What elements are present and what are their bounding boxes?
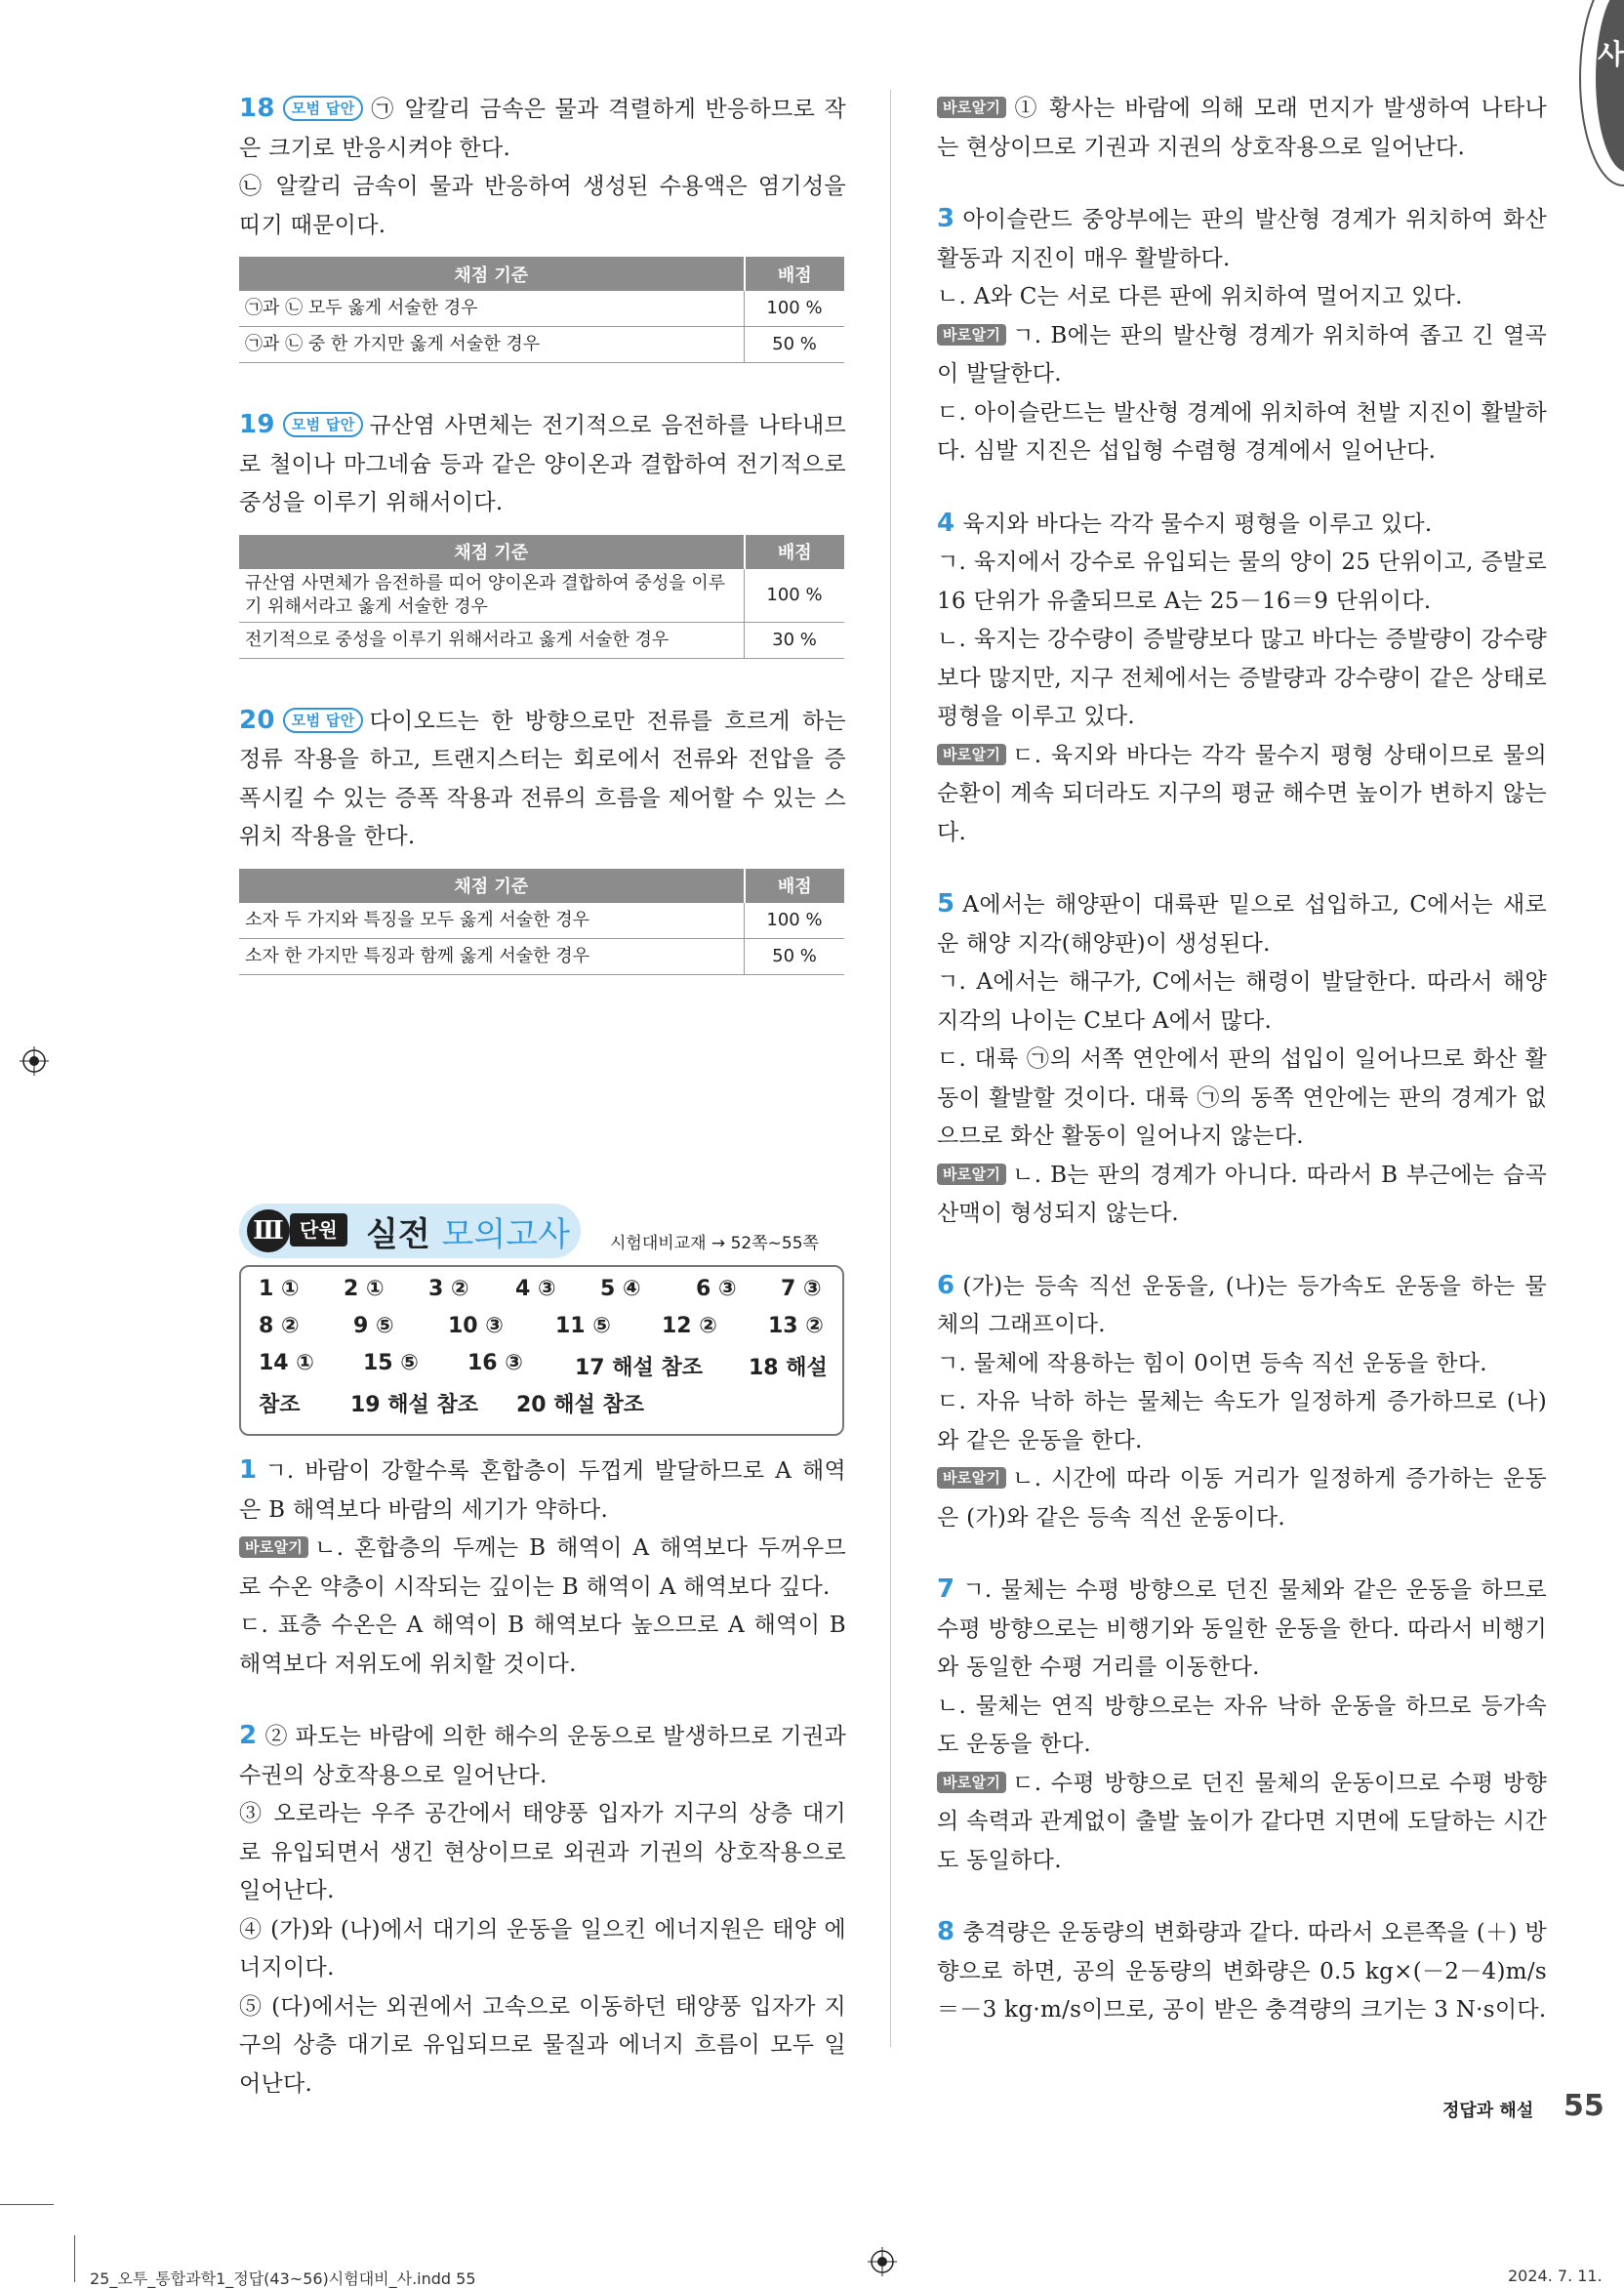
registration-mark-icon xyxy=(20,1046,49,1076)
question-number: 4 xyxy=(937,508,955,538)
score-cell: 100 % xyxy=(745,569,845,623)
answer-7 xyxy=(937,1571,1547,1880)
answer-text: ㄱ. B에는 판의 발산형 경계가 위치하여 좁고 긴 열곡이 발달한다. xyxy=(937,322,1547,387)
score-header: 배점 xyxy=(745,535,845,569)
answer-text: ① 황사는 바람에 의해 모래 먼지가 발생하여 나타나는 현상이므로 기권과 지권의 상호작용으로 일어난다. xyxy=(937,96,1547,160)
answer-key-item: 6 ③ xyxy=(696,1277,737,1301)
answer-key-item: 14 ① xyxy=(259,1351,314,1375)
question-number: 19 xyxy=(239,410,275,439)
score-header: 배점 xyxy=(745,257,845,291)
table-row xyxy=(239,622,844,658)
answer-text: 충격량은 운동량의 변화량과 같다. 따라서 오른쪽을 (＋) 방향으로 하면, 공의 운동량의 변화량은 0.5 kg×(－2－4)m/s ＝－3 kg·m/s이므로, 공이 받은 충격량의 크기는 3 N·s이다. xyxy=(937,1920,1547,2023)
answer-text: ㄱ. A에서는 해구가, C에서는 해령이 발달한다. 따라서 해양 지각의 나이는 C보다 A에서 많다. xyxy=(937,969,1547,1034)
answer-text: ㄷ. 아이슬란드는 발산형 경계에 위치하여 천발 지진이 활발하다. 심발 지진은 섭입형 수렴형 경계에서 일어난다. xyxy=(937,399,1547,464)
answer-8 xyxy=(937,1913,1547,2030)
answer-4 xyxy=(937,505,1547,853)
answer-18 xyxy=(239,90,846,363)
criteria-cell: 소자 한 가지만 특징과 함께 옳게 서술한 경우 xyxy=(239,938,745,974)
scoring-table xyxy=(239,257,844,363)
answer-3 xyxy=(937,200,1547,471)
answer-key-item: 7 ③ xyxy=(781,1277,822,1301)
criteria-header: 채점 기준 xyxy=(239,869,745,903)
answer-key-item: 13 ② xyxy=(768,1314,824,1338)
registration-mark-icon xyxy=(868,2247,897,2276)
correct-understanding-badge: 바로알기 xyxy=(937,1164,1006,1185)
crop-mark xyxy=(0,2204,54,2205)
table-row xyxy=(239,327,844,363)
answer-text: ㄷ. 수평 방향으로 던진 물체의 운동이므로 수평 방향의 속력과 관계없이 출발 높이가 같다면 지면에 도달하는 시간도 동일하다. xyxy=(937,1770,1547,1873)
criteria-header: 채점 기준 xyxy=(239,535,745,569)
answer-text: ④ (가)와 (나)에서 대기의 운동을 일으킨 에너지원은 태양 에너지이다. xyxy=(239,1916,846,1981)
file-slug: 25_오투_통합과학1_정답(43~56)시험대비_사.indd 55 xyxy=(90,2269,476,2288)
answer-text: ㄴ. 시간에 따라 이동 거리가 일정하게 증가하는 운동은 (가)와 같은 등속 직선 운동이다. xyxy=(937,1466,1547,1531)
answer-text: ㄷ. 대륙 ㉠의 서쪽 연안에서 판의 섭입이 일어나므로 화산 활동이 활발할 것이다. 대륙 ㉠의 동쪽 연안에는 판의 경계가 없으므로 화산 활동이 일어나지 않는다. xyxy=(937,1046,1547,1149)
model-answer-badge: 모범 답안 xyxy=(283,96,364,121)
question-number: 7 xyxy=(937,1574,955,1604)
question-number: 2 xyxy=(239,1721,258,1750)
section-tab xyxy=(1576,0,1624,185)
answer-key-item: 19 해설 참조 xyxy=(350,1393,478,1417)
answer-key-box xyxy=(239,1265,844,1436)
print-date: 2024. 7. 11. xyxy=(1508,2267,1603,2285)
answer-key-item: 4 ③ xyxy=(515,1277,556,1301)
question-number: 1 xyxy=(239,1455,258,1485)
score-cell: 50 % xyxy=(745,938,845,974)
answer-text: ㄱ. 바람이 강할수록 혼합층이 두껍게 발달하므로 A 해역은 B 해역보다 바람의 세기가 약하다. xyxy=(239,1458,846,1523)
score-cell: 50 % xyxy=(745,327,845,363)
left-column-lower xyxy=(239,1451,846,2104)
answer-text: ② 파도는 바람에 의한 해수의 운동으로 발생하므로 기권과 수권의 상호작용으로 일어난다. xyxy=(239,1724,846,1788)
page-number: 55 xyxy=(1563,2089,1604,2123)
criteria-header: 채점 기준 xyxy=(239,257,745,291)
column-divider xyxy=(890,90,891,2047)
question-number: 6 xyxy=(937,1270,955,1300)
answer-5 xyxy=(937,885,1547,1234)
answer-key-item: 8 ② xyxy=(259,1314,300,1338)
answer-text: ㄴ. 혼합층의 두께는 B 해역이 A 해역보다 두꺼우므로 수온 약층이 시작되는 깊이는 B 해역이 A 해역보다 깊다. xyxy=(239,1535,846,1600)
question-number: 8 xyxy=(937,1917,955,1946)
question-number: 20 xyxy=(239,705,275,735)
answer-key-item: 5 ④ xyxy=(600,1277,641,1301)
answer-text: ㉠ 알칼리 금속은 물과 격렬하게 반응하므로 작은 크기로 반응시켜야 한다. xyxy=(239,97,846,161)
section-tab-label: 사 xyxy=(1598,38,1624,70)
question-number: 5 xyxy=(937,889,955,919)
footer-label: 정답과 해설 xyxy=(1442,2101,1534,2121)
correct-understanding-badge: 바로알기 xyxy=(239,1536,308,1558)
answer-key-item: 1 ① xyxy=(259,1277,300,1301)
answer-text: (가)는 등속 직선 운동을, (나)는 등가속도 운동을 하는 물체의 그래프이다. xyxy=(937,1273,1547,1337)
question-number: 3 xyxy=(937,204,955,233)
score-cell: 30 % xyxy=(745,622,845,658)
answer-text: 다이오드는 한 방향으로만 전류를 흐르게 하는 정류 작용을 하고, 트랜지스터는 회로에서 전류와 전압을 증폭시킬 수 있는 증폭 작용과 전류의 흐름을 제어할 수 있는 스위치 작용을 한다. xyxy=(239,708,846,849)
answer-key-item: 3 ② xyxy=(428,1277,469,1301)
answer-text: ㄱ. 물체에 작용하는 힘이 0이면 등속 직선 운동을 한다. xyxy=(937,1350,1487,1376)
answer-text: ㄱ. 육지에서 강수로 유입되는 물의 양이 25 단위이고, 증발로 16 단위가 유출되므로 A는 25－16＝9 단위이다. xyxy=(937,550,1547,614)
answer-text: 아이슬란드 중앙부에는 판의 발산형 경계가 위치하여 화산 활동과 지진이 매우 활발하다. xyxy=(937,207,1547,271)
score-header: 배점 xyxy=(745,869,845,903)
answer-text: ⑤ (다)에서는 외권에서 고속으로 이동하던 태양풍 입자가 지구의 상층 대기로 유입되므로 물질과 에너지 흐름이 모두 일어난다. xyxy=(239,1993,846,2097)
answer-key-item: 16 ③ xyxy=(467,1351,523,1375)
right-column xyxy=(937,90,1547,2030)
score-cell: 100 % xyxy=(745,903,845,939)
answer-text: ㄷ. 자유 낙하 하는 물체는 속도가 일정하게 증가하므로 (나)와 같은 운동을 한다. xyxy=(937,1389,1547,1453)
unit-title-main: 실전 xyxy=(366,1215,442,1254)
correct-understanding-badge: 바로알기 xyxy=(937,97,1006,118)
scoring-table xyxy=(239,869,844,975)
answer-key-item: 10 ③ xyxy=(448,1314,504,1338)
correct-understanding-badge: 바로알기 xyxy=(937,744,1006,765)
answer-key-item: 12 ② xyxy=(662,1314,717,1338)
scoring-table xyxy=(239,535,844,659)
model-answer-badge: 모범 답안 xyxy=(283,708,364,733)
criteria-cell: ㉠과 ㉡ 중 한 가지만 옳게 서술한 경우 xyxy=(239,327,745,363)
left-column xyxy=(239,90,846,975)
correct-understanding-badge: 바로알기 xyxy=(937,324,1006,346)
unit-number: Ⅲ xyxy=(247,1209,290,1252)
answer-text: ㄱ. 물체는 수평 방향으로 던진 물체와 같은 운동을 하므로 수평 방향으로는 비행기와 동일한 운동을 한다. 따라서 비행기와 동일한 수평 거리를 이동한다. xyxy=(937,1577,1547,1680)
criteria-cell: 전기적으로 중성을 이루기 위해서라고 옳게 서술한 경우 xyxy=(239,622,745,658)
unit-title-accent: 모의고사 xyxy=(441,1215,570,1254)
crop-mark xyxy=(74,2235,75,2282)
answer-key-item: 15 ⑤ xyxy=(363,1351,419,1375)
answer-text: 육지와 바다는 각각 물수지 평형을 이루고 있다. xyxy=(962,511,1433,537)
answer-20 xyxy=(239,702,846,975)
correct-understanding-badge: 바로알기 xyxy=(937,1772,1006,1793)
table-row xyxy=(239,291,844,327)
correct-understanding-badge: 바로알기 xyxy=(937,1467,1006,1489)
answer-text: ㄷ. 표층 수온은 A 해역이 B 해역보다 높으므로 A 해역이 B 해역보다 저위도에 위치할 것이다. xyxy=(239,1613,846,1677)
criteria-cell: ㉠과 ㉡ 모두 옳게 서술한 경우 xyxy=(239,291,745,327)
answer-text: A에서는 해양판이 대륙판 밑으로 섭입하고, C에서는 새로운 해양 지각(해양판)이 생성된다. xyxy=(937,892,1547,957)
table-row xyxy=(239,569,844,623)
answer-key-item: 11 ⑤ xyxy=(555,1314,611,1338)
answer-key-item: 18 해설 xyxy=(749,1356,828,1380)
table-row xyxy=(239,903,844,939)
answer-text: ㄴ. A와 C는 서로 다른 판에 위치하여 멀어지고 있다. xyxy=(937,284,1463,309)
question-number: 18 xyxy=(239,94,275,123)
textbook-reference: 시험대비교재 → 52쪽∼55쪽 xyxy=(610,1234,819,1253)
answer-2-continued xyxy=(937,90,1547,167)
unit-title xyxy=(366,1207,570,1255)
answer-key-item: 2 ① xyxy=(344,1277,385,1301)
answer-text: 규산염 사면체는 전기적으로 음전하를 나타내므로 철이나 마그네슘 등과 같은 양이온과 결합하여 전기적으로 중성을 이루기 위해서이다. xyxy=(239,413,846,515)
answer-1 xyxy=(239,1451,846,1684)
answer-key-item: 9 ⑤ xyxy=(353,1314,394,1338)
answer-key-item: 17 해설 참조 xyxy=(575,1356,703,1380)
answer-key-item: 20 해설 참조 xyxy=(516,1393,644,1417)
answer-text: ㄴ. 물체는 연직 방향으로는 자유 낙하 운동을 하므로 등가속도 운동을 한다. xyxy=(937,1693,1547,1757)
answer-text: ③ 오로라는 우주 공간에서 태양풍 입자가 지구의 상층 대기로 유입되면서 생긴 현상이므로 외권과 기권의 상호작용으로 일어난다. xyxy=(239,1801,846,1903)
answer-key-item: 참조 xyxy=(259,1393,301,1417)
answer-19 xyxy=(239,406,846,659)
answer-6 xyxy=(937,1267,1547,1538)
criteria-cell: 소자 두 가지와 특징을 모두 옳게 서술한 경우 xyxy=(239,903,745,939)
table-row xyxy=(239,938,844,974)
answer-text: ㉡ 알칼리 금속이 물과 반응하여 생성된 수용액은 염기성을 띠기 때문이다. xyxy=(239,174,846,238)
score-cell: 100 % xyxy=(745,291,845,327)
model-answer-badge: 모범 답안 xyxy=(283,412,364,437)
answer-text: ㄷ. 육지와 바다는 각각 물수지 평형 상태이므로 물의 순환이 계속 되더라도 지구의 평균 해수면 높이가 변하지 않는다. xyxy=(937,742,1547,845)
unit-heading xyxy=(239,1204,849,1260)
criteria-cell: 규산염 사면체가 음전하를 띠어 양이온과 결합하여 중성을 이루기 위해서라고 옳게 서술한 경우 xyxy=(239,569,745,623)
unit-tag: 단원 xyxy=(290,1213,347,1247)
answer-2 xyxy=(239,1717,846,2104)
answer-text: ㄴ. B는 판의 경계가 아니다. 따라서 B 부근에는 습곡 산맥이 형성되지 않는다. xyxy=(937,1162,1547,1226)
answer-text: ㄴ. 육지는 강수량이 증발량보다 많고 바다는 증발량이 강수량보다 많지만, 지구 전체에서는 증발량과 강수량이 같은 상태로 평형을 이루고 있다. xyxy=(937,627,1547,729)
